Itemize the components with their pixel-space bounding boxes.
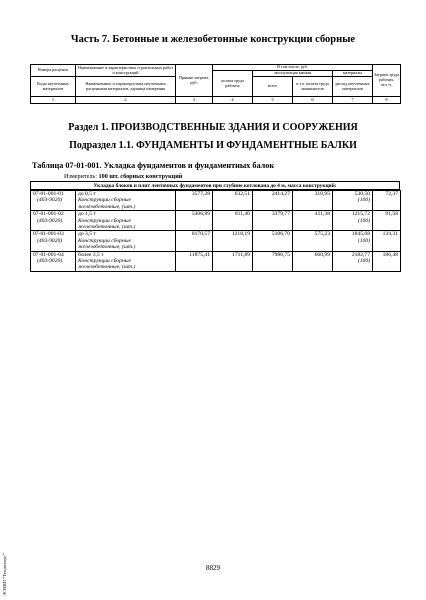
operators-cost: 575,23 (293, 231, 333, 238)
header-number: 3 (176, 97, 213, 104)
labor-cost: 1218,19 (213, 231, 253, 238)
work-name: до 0,5 т (76, 191, 176, 198)
header-exploitation: эксплуатация машин (253, 71, 333, 77)
operators-cost: 310,95 (293, 191, 333, 198)
header-number: 8 (373, 97, 401, 104)
table-row (31, 211, 401, 218)
material-name: Конструкции сборные железобетонные, (шт.) (78, 217, 136, 231)
machines-cost: 5106,70 (253, 231, 293, 238)
header-number: 5 (253, 97, 293, 104)
machines-cost: 2414,27 (253, 191, 293, 198)
work-name: до 3,5 т (76, 231, 176, 238)
machines-cost: 7980,75 (253, 251, 293, 258)
header-number: 1 (31, 97, 76, 104)
material-code: (403-9020) (37, 237, 63, 244)
material-consumption: (100) (357, 258, 370, 265)
material-consumption: (100) (357, 217, 370, 224)
header-group: В том числе, руб. (213, 65, 373, 71)
material-code: (403-9020) (37, 197, 63, 204)
materials-cost: 2182,77 (333, 251, 373, 258)
table-row (31, 231, 401, 238)
header-col6: в т.ч. оплата труда машинистов (293, 77, 333, 97)
header-col5: всего (253, 77, 293, 97)
labor-hours: 186,48 (373, 251, 401, 258)
material-consumption: (100) (357, 237, 370, 244)
operators-cost: 411,38 (293, 211, 333, 218)
table-title: Таблица 07-01-001. Укладка фундаментов и фундаментных балок (32, 161, 275, 170)
labor-hours: 72,37 (373, 191, 401, 198)
material-consumption: (100) (357, 197, 370, 204)
labor-hours: 134,31 (373, 231, 401, 238)
meter-line (64, 173, 182, 180)
table-row-material (31, 238, 401, 251)
operators-cost: 660,99 (293, 251, 333, 258)
header-col2-top: Наименование и характеристика строительных работ и конструкций (76, 65, 176, 77)
table-row-material (31, 197, 401, 210)
page-number: 8829 (206, 564, 220, 572)
table-row-material (31, 258, 401, 271)
materials-cost: 1845,68 (333, 231, 373, 238)
labor-cost: 632,51 (213, 191, 253, 198)
labor-hours: 91,58 (373, 211, 401, 218)
rate-code: 07-01-001-02 (31, 211, 76, 218)
header-number: 6 (293, 97, 333, 104)
material-name: Конструкции сборные железобетонные, (шт.) (78, 258, 136, 271)
material-name: Конструкции сборные железобетонные, (шт.) (78, 197, 136, 210)
header-number: 7 (333, 97, 373, 104)
direct-cost: 5406,89 (176, 211, 213, 218)
header-col4: оплата труда рабочих (213, 71, 253, 97)
materials-cost: 1215,72 (333, 211, 373, 218)
material-code: (403-9020) (37, 258, 63, 265)
direct-cost: 8170,57 (176, 231, 213, 238)
subsection-heading: Подраздел 1.1. ФУНДАМЕНТЫ И ФУНДАМЕНТНЫЕ БАЛКИ (69, 140, 357, 151)
table-row-material (31, 218, 401, 231)
meter-value: 100 шт. сборных конструкций (98, 173, 183, 180)
header-number: 4 (213, 97, 253, 104)
rate-code: 07-01-001-04 (31, 251, 76, 258)
header-materials: материалы (333, 71, 373, 77)
material-code: (403-9020) (37, 217, 63, 224)
labor-cost: 811,40 (213, 211, 253, 218)
meter-label: Измеритель: (64, 173, 97, 180)
header-col1-bottom: Коды неучтенных материалов (31, 77, 76, 97)
header-col8: Затраты труда рабочих, чел.-ч. (373, 65, 401, 97)
material-name: Конструкции сборные железобетонные, (шт.) (78, 237, 136, 251)
table-subheader: Укладка блоков и плит ленточных фундаментов при глубине котлована до 4 м, масса конструкций: (30, 181, 400, 190)
side-note: ЭСНИП "Техэксперт" (2, 553, 7, 596)
machines-cost: 3379,77 (253, 211, 293, 218)
header-number: 2 (76, 97, 176, 104)
header-col7: расход неучтенных материалов (333, 77, 373, 97)
rate-code: 07-01-001-03 (31, 231, 76, 238)
rate-code: 07-01-001-01 (31, 191, 76, 198)
materials-cost: 530,50 (333, 191, 373, 198)
direct-cost: 11875,41 (176, 251, 213, 258)
work-name: до 1,5 т (76, 211, 176, 218)
header-col1-top: Номера расценок (31, 65, 76, 77)
table-header (30, 64, 401, 104)
header-col2-bottom: Наименование и характеристика неучтенных расценками материалов, единица измерения (76, 77, 176, 97)
labor-cost: 1711,89 (213, 251, 253, 258)
section-heading: Раздел 1. ПРОИЗВОДСТВЕННЫЕ ЗДАНИЯ И СООРУЖЕНИЯ (68, 122, 358, 133)
direct-cost: 3577,28 (176, 191, 213, 198)
work-name: более 3,5 т (76, 251, 176, 258)
page-title: Часть 7. Бетонные и железобетонные конструкции сборные (70, 34, 356, 45)
rates-table (30, 190, 401, 272)
header-col3: Прямые затраты, руб. (176, 65, 213, 97)
